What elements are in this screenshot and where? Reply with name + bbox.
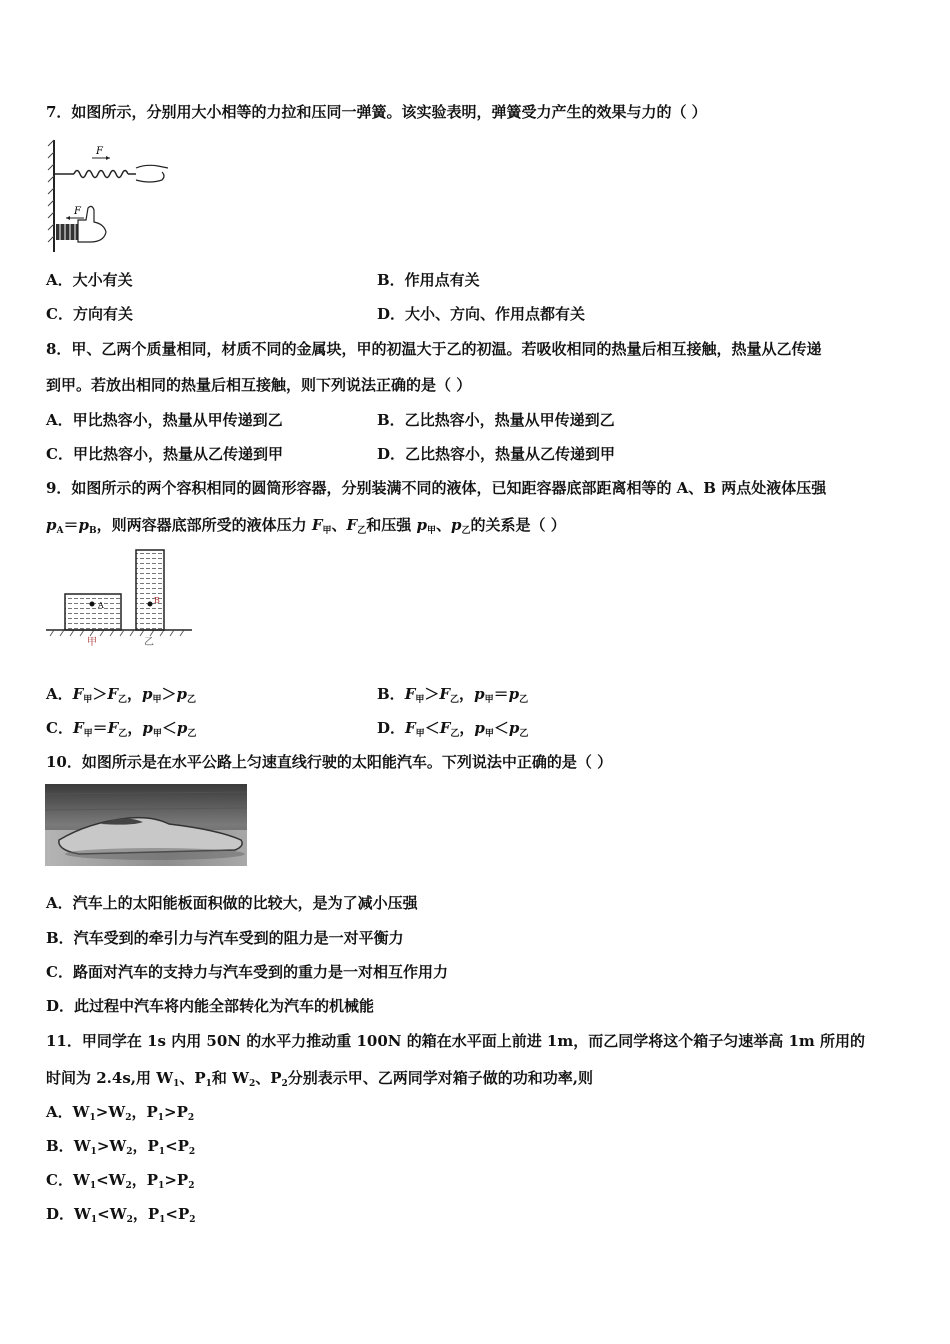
q7-option-d[interactable]: D．大小、方向、作用点都有关 [377,305,586,323]
q9-point-a-label: A [98,601,104,610]
q7-stem: 7．如图所示，分别用大小相等的力拉和压同一弹簧。该实验表明，弹簧受力产生的效果与力的（ ） [46,103,707,121]
q9-container-yi-label: 乙 [144,637,154,648]
q9-stem-line2: $p_A=p_B$，则两容器底部所受的液体压力 $F_甲$、$F_乙$和压强 $p_甲$、$p_乙$的关系是（ ） [46,516,566,536]
q8-option-a[interactable]: A．甲比热容小，热量从甲传递到乙 [46,411,283,429]
q9-containers-figure [44,546,194,650]
q11-option-d[interactable]: D．$W_1<W_2$，$P_1<P_2$ [46,1205,196,1225]
q11-option-b[interactable]: B．$W_1>W_2$，$P_1<P_2$ [46,1137,196,1157]
q10-stem: 10．如图所示是在水平公路上匀速直线行驶的太阳能汽车。下列说法中正确的是（ ） [46,753,613,771]
q11-option-a[interactable]: A．$W_1>W_2$，$P_1>P_2$ [46,1103,195,1123]
q9-stem-line1: 9．如图所示的两个容积相同的圆筒形容器，分别装满不同的液体，已知距容器底部距离相等的 A、B 两点处液体压强 [46,479,827,497]
q7-option-b[interactable]: B．作用点有关 [377,271,480,289]
q11-stem-line2: 时间为 2.4s,用 $W_1$、$P_1$和 $W_2$、$P_2$分别表示甲、乙两同学对箱子做的功和功率,则 [46,1069,593,1089]
q7-option-c[interactable]: C．方向有关 [46,305,133,323]
q9-container-jia-label: 甲 [87,637,97,648]
q9-option-a[interactable]: A．$F_甲>F_乙$，$p_甲>p_乙$ [46,685,197,705]
q11-option-c[interactable]: C．$W_1<W_2$，$P_1>P_2$ [46,1171,195,1191]
q10-solar-car-photo [45,784,247,866]
q8-option-d[interactable]: D．乙比热容小，热量从乙传递到甲 [377,445,616,463]
q9-option-c[interactable]: C．$F_甲=F_乙$，$p_甲<p_乙$ [46,719,197,739]
q8-option-c[interactable]: C．甲比热容小，热量从乙传递到甲 [46,445,283,463]
q11-stem-line1: 11．甲同学在 1s 内用 50N 的水平力推动重 100N 的箱在水平面上前进 1m，而乙同学将这个箱子匀速举高 1m 所用的 [46,1032,865,1050]
q9-option-d[interactable]: D．$F_甲<F_乙$，$p_甲<p_乙$ [377,719,529,739]
q8-option-b[interactable]: B．乙比热容小，热量从甲传递到乙 [377,411,615,429]
q10-option-c[interactable]: C．路面对汽车的支持力与汽车受到的重力是一对相互作用力 [46,963,448,981]
q10-option-d[interactable]: D．此过程中汽车将内能全部转化为汽车的机械能 [46,997,375,1015]
q7-option-a[interactable]: A．大小有关 [46,271,133,289]
q10-option-a[interactable]: A．汽车上的太阳能板面积做的比较大，是为了减小压强 [46,894,418,912]
q8-stem-line1: 8．甲、乙两个质量相同，材质不同的金属块，甲的初温大于乙的初温。若吸收相同的热量后相互接触，热量从乙传递 [46,340,822,358]
q10-option-b[interactable]: B．汽车受到的牵引力与汽车受到的阻力是一对平衡力 [46,929,404,947]
q7-force-label-bottom: F [74,206,81,217]
q9-option-b[interactable]: B．$F_甲>F_乙$，$p_甲=p_乙$ [377,685,529,705]
q8-stem-line2: 到甲。若放出相同的热量后相互接触，则下列说法正确的是（ ） [46,376,472,394]
q7-spring-figure [44,136,174,256]
q9-point-b-label: B [154,596,160,605]
q7-force-label-top: F [96,146,103,157]
